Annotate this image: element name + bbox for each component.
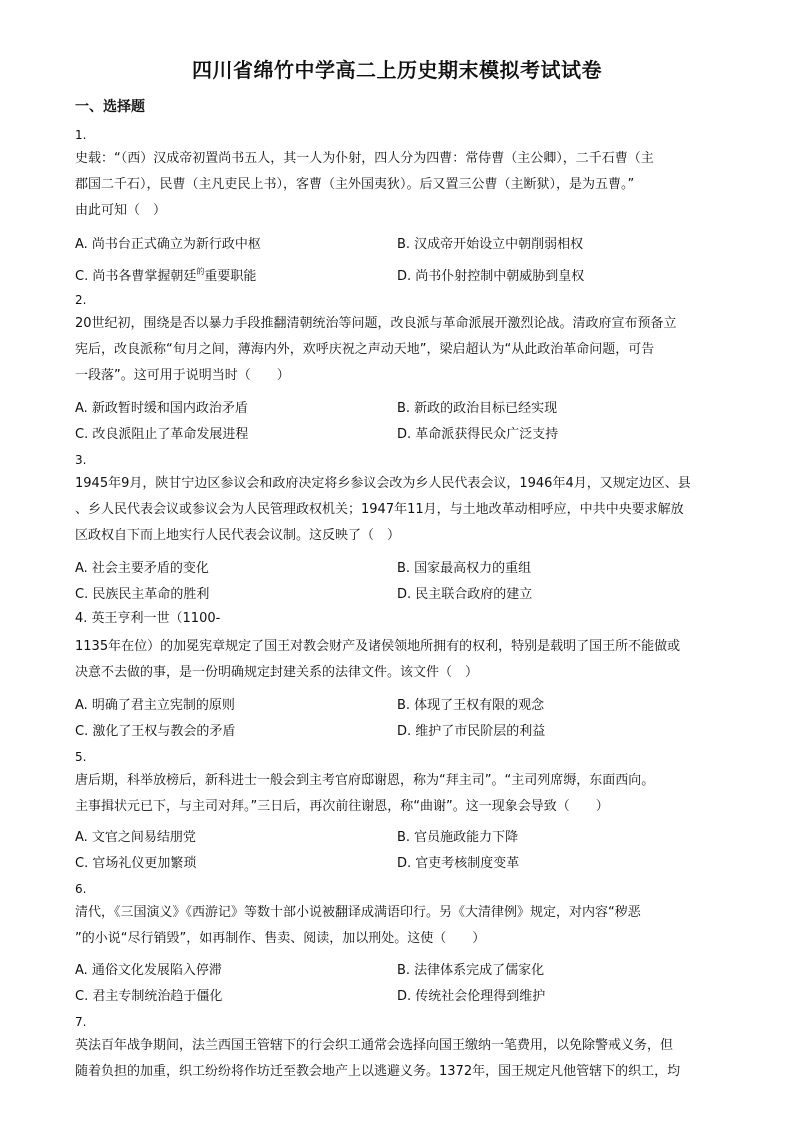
option-b: B. 汉成帝开始设立中朝削弱相权 [397, 237, 584, 252]
option-c-text-2: 重要职能 [204, 269, 257, 284]
question-3-line: 区政权自下而上地实行人民代表会议制。这反映了（ ） [75, 528, 401, 543]
option-b: B. 法律体系完成了儒家化 [397, 963, 545, 978]
question-2-line: 20世纪初，围绕是否以暴力手段推翻清朝统治等问题，改良派与革命派展开激烈论战。清政府宣布预备立 [75, 316, 677, 331]
option-a: A. 社会主要矛盾的变化 [75, 561, 209, 576]
question-2-line: 宪后，改良派称“旬月之间，薄海内外，欢呼庆祝之声动天地”，梁启超认为“从此政治革命问题，可告 [75, 342, 655, 357]
question-2-line: 一段落”。这可用于说明当时（ ） [75, 368, 290, 383]
question-7-stem [75, 1033, 725, 1085]
option-a: A. 文官之间易结朋党 [75, 830, 196, 845]
question-5-line: 唐后期，科举放榜后，新科进士一般会到主考官府邸谢恩，称为“拜主司”。“主司列席缛，东面西向。 [75, 773, 655, 788]
question-6-stem [75, 900, 725, 952]
option-a: A. 新政暂时缓和国内政治矛盾 [75, 401, 248, 416]
question-4-options [75, 690, 725, 742]
question-1-number: 1. [75, 128, 87, 142]
option-b: B. 国家最高权力的重组 [397, 561, 532, 576]
option-a: A. 尚书台正式确立为新行政中枢 [75, 237, 261, 252]
question-3-options [75, 553, 725, 605]
question-3-stem [75, 471, 725, 549]
question-1-line: 郡国二千石），民曹（主凡吏民上书），客曹（主外国夷狄）。后又置三公曹（主断狱），是为五曹。” [75, 177, 635, 192]
question-7-number: 7. [75, 1015, 87, 1029]
option-d: D. 传统社会伦理得到维护 [397, 989, 546, 1004]
question-6-line: ”的小说“尽行销毁”，如再制作、售卖、阅读，加以刑处。这使（ ） [75, 931, 486, 946]
question-4-line: 决意不去做的事，是一份明确规定封建关系的法律文件。该文件（ ） [75, 665, 479, 680]
question-6-line: 清代，《三国演义》《西游记》等数十部小说被翻译成满语印行。另《大清律例》规定，对内容“秽恶 [75, 905, 641, 920]
option-c: C. 激化了王权与教会的矛盾 [75, 724, 236, 739]
option-c: C. 官场礼仪更加繁琐 [75, 856, 197, 871]
option-c: C. 君主专制统治趋于僵化 [75, 989, 223, 1004]
question-3-line: 、乡人民代表会议或参议会为人民管理政权机关；1947年11月，与土地改革动相呼应，中共中央要求解放 [75, 502, 684, 517]
section-heading-choice: 一、选择题 [75, 99, 145, 115]
option-d: D. 尚书仆射控制中朝威胁到皇权 [397, 269, 585, 284]
option-c [75, 265, 256, 284]
question-4-number: 4. 英王亨利一世（1100- [75, 611, 221, 626]
question-2-options [75, 393, 725, 445]
question-2-stem [75, 311, 725, 389]
question-3-line: 1945年9月，陕甘宁边区参议会和政府决定将乡参议会改为乡人民代表会议，1946年4月，又规定边区、县 [75, 476, 691, 491]
option-a: A. 通俗文化发展陷入停滞 [75, 963, 222, 978]
option-c: C. 改良派阻止了革命发展进程 [75, 427, 249, 442]
question-6-options [75, 955, 725, 1007]
question-5-line: 主事揖状元已下，与主司对拜。”三日后，再次前往谢恩，称“曲谢”。这一现象会导致（ ） [75, 799, 609, 814]
option-b: B. 体现了王权有限的观念 [397, 698, 545, 713]
option-c: C. 民族民主革命的胜利 [75, 587, 210, 602]
question-7-line: 英法百年战争期间，法兰西国王管辖下的行会织工通常会选择向国王缴纳一笔费用，以免除警戒义务，但 [75, 1038, 674, 1053]
question-1-options [75, 229, 725, 287]
option-d: D. 民主联合政府的建立 [397, 587, 533, 602]
option-c-text-1: C. 尚书各曹掌握朝廷 [75, 269, 197, 284]
option-d: D. 维护了市民阶层的利益 [397, 724, 546, 739]
question-6-number: 6. [75, 882, 87, 896]
question-5-options [75, 822, 725, 874]
question-2-number: 2. [75, 293, 87, 307]
question-1-stem [75, 146, 725, 224]
option-d: D. 革命派获得民众广泛支持 [397, 427, 559, 442]
question-5-stem [75, 768, 725, 820]
option-b: B. 官员施政能力下降 [397, 830, 519, 845]
question-3-number: 3. [75, 453, 87, 467]
option-b: B. 新政的政治目标已经实现 [397, 401, 558, 416]
question-7-line: 随着负担的加重，织工纷纷将作坊迁至教会地产上以逃避义务。1372年，国王规定凡他管辖下的织工，均 [75, 1064, 681, 1079]
question-1-line: 由此可知（ ） [75, 203, 167, 218]
question-4-stem [75, 634, 725, 686]
option-a: A. 明确了君主立宪制的原则 [75, 698, 235, 713]
document-title: 四川省绵竹中学高二上历史期末模拟考试试卷 [192, 58, 602, 82]
question-5-number: 5. [75, 750, 87, 764]
option-d: D. 官吏考核制度变革 [397, 856, 520, 871]
question-1-line: 史载：“（西）汉成帝初置尚书五人，其一人为仆射，四人分为四曹：常侍曹（主公卿），二千石曹（主 [75, 151, 654, 166]
question-4-line: 1135年在位）的加冕宪章规定了国王对教会财产及诸侯领地所拥有的权利，特别是载明了国王所不能做或 [75, 639, 681, 654]
option-c-superscript: 的 [196, 267, 205, 276]
